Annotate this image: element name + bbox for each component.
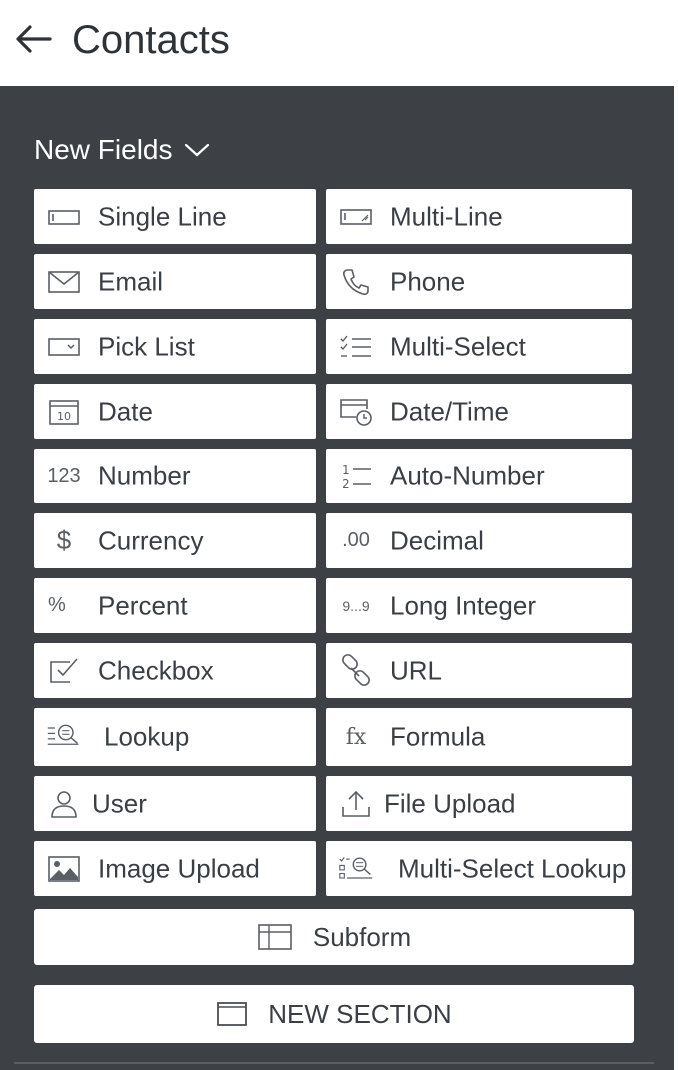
- subform-button[interactable]: [34, 909, 634, 965]
- panel-edge: [674, 86, 678, 1070]
- field-label: Date/Time: [390, 396, 509, 426]
- field-decimal[interactable]: [326, 513, 632, 568]
- field-multi-select-lookup[interactable]: [326, 841, 632, 896]
- number-icon: 123: [47, 464, 81, 487]
- auto-number-icon: [338, 460, 374, 492]
- back-arrow-icon[interactable]: [14, 22, 54, 56]
- field-multi-line[interactable]: [326, 189, 632, 244]
- field-label: Multi-Select: [390, 331, 526, 361]
- section-icon: [216, 1001, 248, 1027]
- field-label: Date: [98, 396, 153, 426]
- field-file-upload[interactable]: [326, 776, 632, 831]
- field-label: File Upload: [384, 788, 516, 818]
- field-label: Phone: [390, 266, 466, 296]
- field-label: Long Integer: [390, 590, 537, 620]
- decimal-icon: .00: [342, 529, 370, 551]
- field-label: Formula: [390, 721, 486, 752]
- svg-text:10: 10: [57, 409, 71, 423]
- user-icon: [46, 788, 82, 820]
- field-label: Email: [98, 266, 164, 296]
- date-icon: [46, 396, 82, 428]
- long-integer-icon: 9...9: [342, 597, 370, 614]
- field-phone[interactable]: [326, 254, 632, 309]
- field-formula[interactable]: [326, 708, 632, 766]
- chevron-down-icon: [184, 142, 210, 158]
- field-label: Auto-Number: [390, 460, 545, 491]
- field-label: Multi-Select Lookup: [398, 853, 627, 883]
- field-label: User: [92, 788, 147, 818]
- file-upload-icon: [338, 788, 374, 820]
- formula-icon: fx: [345, 724, 367, 750]
- email-icon: [46, 266, 82, 298]
- multi-select-lookup-icon: [338, 853, 374, 885]
- subform-label: Subform: [312, 921, 412, 952]
- field-pick-list[interactable]: [34, 319, 316, 374]
- page-title: Contacts: [72, 18, 230, 62]
- field-label: Single Line: [98, 201, 227, 231]
- field-label: Checkbox: [98, 655, 214, 685]
- url-icon: [338, 655, 374, 687]
- field-number[interactable]: [34, 449, 316, 503]
- svg-text:2: 2: [342, 477, 350, 491]
- field-lookup[interactable]: [34, 708, 316, 766]
- field-long-integer[interactable]: [326, 578, 632, 633]
- field-label: Percent: [98, 590, 188, 620]
- field-label: Image Upload: [98, 853, 260, 883]
- field-label: Pick List: [98, 331, 195, 361]
- field-label: Decimal: [390, 525, 484, 555]
- field-percent[interactable]: [34, 578, 316, 633]
- field-label: Currency: [98, 525, 204, 555]
- divider: [14, 1062, 654, 1064]
- field-image-upload[interactable]: [34, 841, 316, 896]
- checkbox-icon: [46, 655, 82, 687]
- phone-icon: [338, 266, 374, 298]
- header: [0, 0, 678, 86]
- currency-icon: $: [56, 525, 72, 555]
- svg-text:1: 1: [342, 463, 350, 477]
- field-email[interactable]: [34, 254, 316, 309]
- single-line-icon: [46, 201, 82, 233]
- field-single-line[interactable]: [34, 189, 316, 244]
- field-label: Lookup: [104, 721, 190, 752]
- field-label: Multi-Line: [390, 201, 503, 231]
- field-user[interactable]: [34, 776, 316, 831]
- pick-list-icon: [46, 331, 82, 363]
- field-label: Number: [98, 460, 191, 491]
- new-fields-dropdown[interactable]: [34, 130, 210, 170]
- field-currency[interactable]: [34, 513, 316, 568]
- field-auto-number[interactable]: [326, 449, 632, 503]
- date-time-icon: [338, 396, 374, 428]
- field-multi-select[interactable]: [326, 319, 632, 374]
- new-section-button[interactable]: [34, 985, 634, 1043]
- field-label: URL: [390, 655, 443, 685]
- new-fields-title: New Fields: [34, 134, 173, 165]
- multi-select-icon: [338, 331, 374, 363]
- field-date-time[interactable]: [326, 384, 632, 439]
- lookup-icon: [46, 721, 82, 753]
- image-upload-icon: [46, 853, 82, 885]
- field-checkbox[interactable]: [34, 643, 316, 698]
- field-date[interactable]: [34, 384, 316, 439]
- subform-icon: [257, 923, 293, 951]
- percent-icon: %: [48, 594, 66, 616]
- field-url[interactable]: [326, 643, 632, 698]
- multi-line-icon: [338, 201, 374, 233]
- new-section-label: NEW SECTION: [268, 998, 452, 1029]
